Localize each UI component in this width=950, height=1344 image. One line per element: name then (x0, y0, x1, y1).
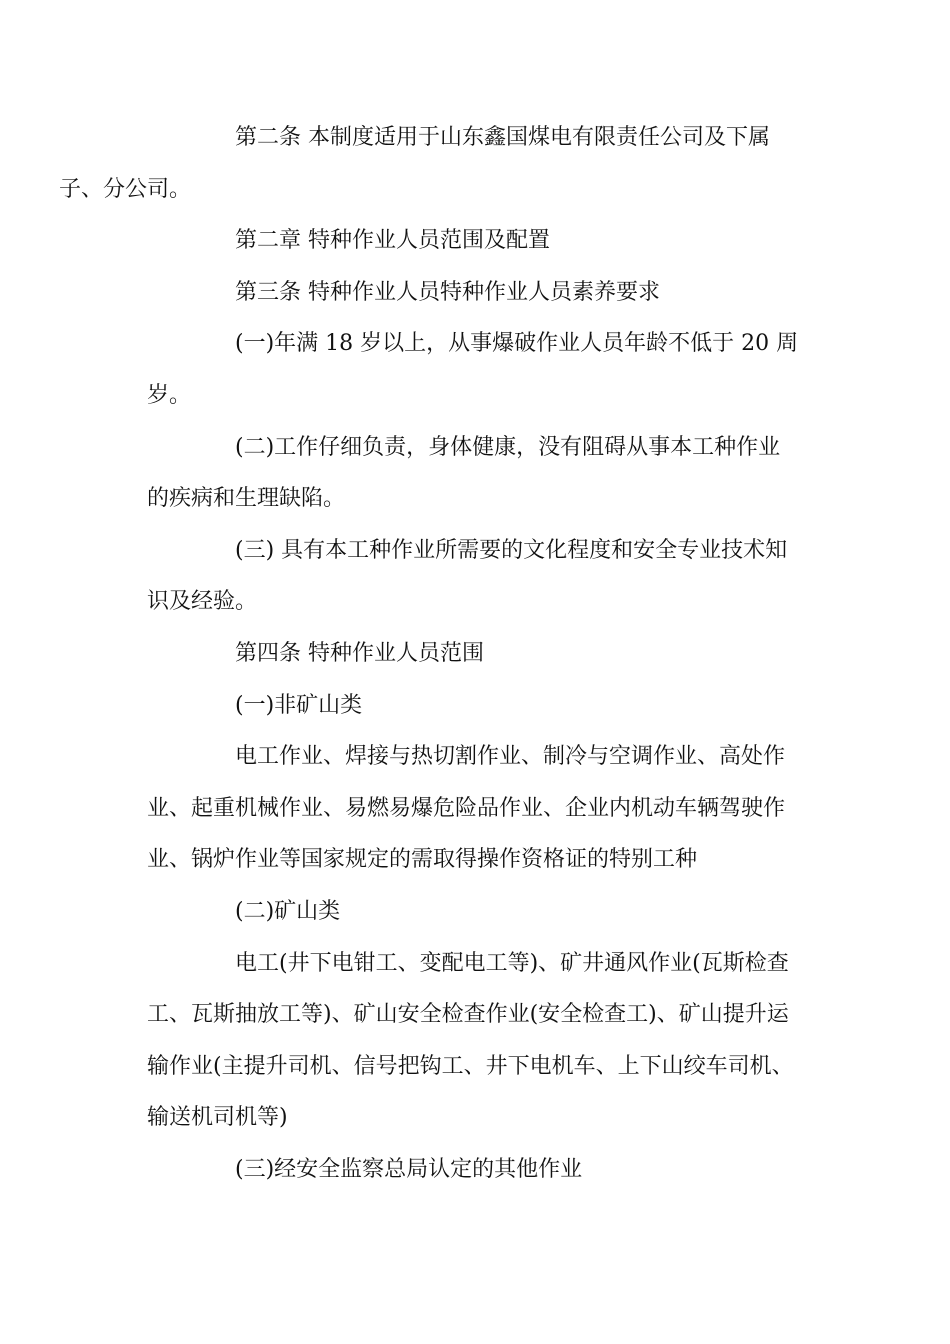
text-line: 识及经验。 (147, 589, 258, 615)
list-item-other (147, 1144, 797, 1196)
list-item-non-mining (147, 680, 797, 732)
list-item-mining (147, 886, 797, 938)
paragraph-article-2 (59, 112, 797, 215)
text-line: 第四条 特种作业人员范围 (235, 640, 484, 666)
chapter-heading (147, 215, 797, 267)
text-line: 电工作业、焊接与热切割作业、制冷与空调作业、高处作 (235, 744, 786, 770)
text-line: (一)非矿山类 (235, 692, 363, 718)
document-body (59, 112, 799, 1195)
list-item-requirement-2 (147, 422, 797, 525)
text-line: 输作业(主提升司机、信号把钩工、井下电机车、上下山绞车司机、 (147, 1053, 794, 1079)
text-line: (一)年满 18 岁以上，从事爆破作业人员年龄不低于 20 周 (235, 331, 799, 357)
text-line: (二)工作仔细负责，身体健康，没有阻碍从事本工种作业 (235, 434, 781, 460)
text-line: 第二条 本制度适用于山东鑫国煤电有限责任公司及下属 (235, 125, 770, 150)
text-line: 第二章 特种作业人员范围及配置 (235, 228, 550, 254)
text-line: (三) 具有本工种作业所需要的文化程度和安全专业技术知 (235, 537, 788, 563)
text-line: (二)矿山类 (235, 898, 341, 924)
text-line: 子、分公司。 (59, 176, 192, 202)
list-item-requirement-3 (147, 525, 797, 628)
text-line: 的疾病和生理缺陷。 (147, 486, 346, 512)
text-line: (三)经安全监察总局认定的其他作业 (235, 1156, 583, 1182)
paragraph-article-3 (147, 267, 797, 319)
paragraph-mining-types (147, 938, 797, 1144)
text-line: 第三条 特种作业人员特种作业人员素养要求 (235, 279, 660, 305)
text-line: 电工(井下电钳工、变配电工等)、矿井通风作业(瓦斯检查 (235, 950, 789, 976)
paragraph-non-mining-types (147, 731, 797, 886)
text-line: 输送机司机等) (147, 1105, 288, 1131)
paragraph-article-4 (147, 628, 797, 680)
text-line: 业、锅炉作业等国家规定的需取得操作资格证的特别工种 (147, 847, 698, 873)
list-item-requirement-1 (147, 318, 797, 421)
text-line: 工、瓦斯抽放工等)、矿山安全检查作业(安全检查工)、矿山提升运 (147, 1002, 789, 1028)
text-line: 业、起重机械作业、易燃易爆危险品作业、企业内机动车辆驾驶作 (147, 795, 786, 821)
text-line: 岁。 (147, 382, 192, 408)
